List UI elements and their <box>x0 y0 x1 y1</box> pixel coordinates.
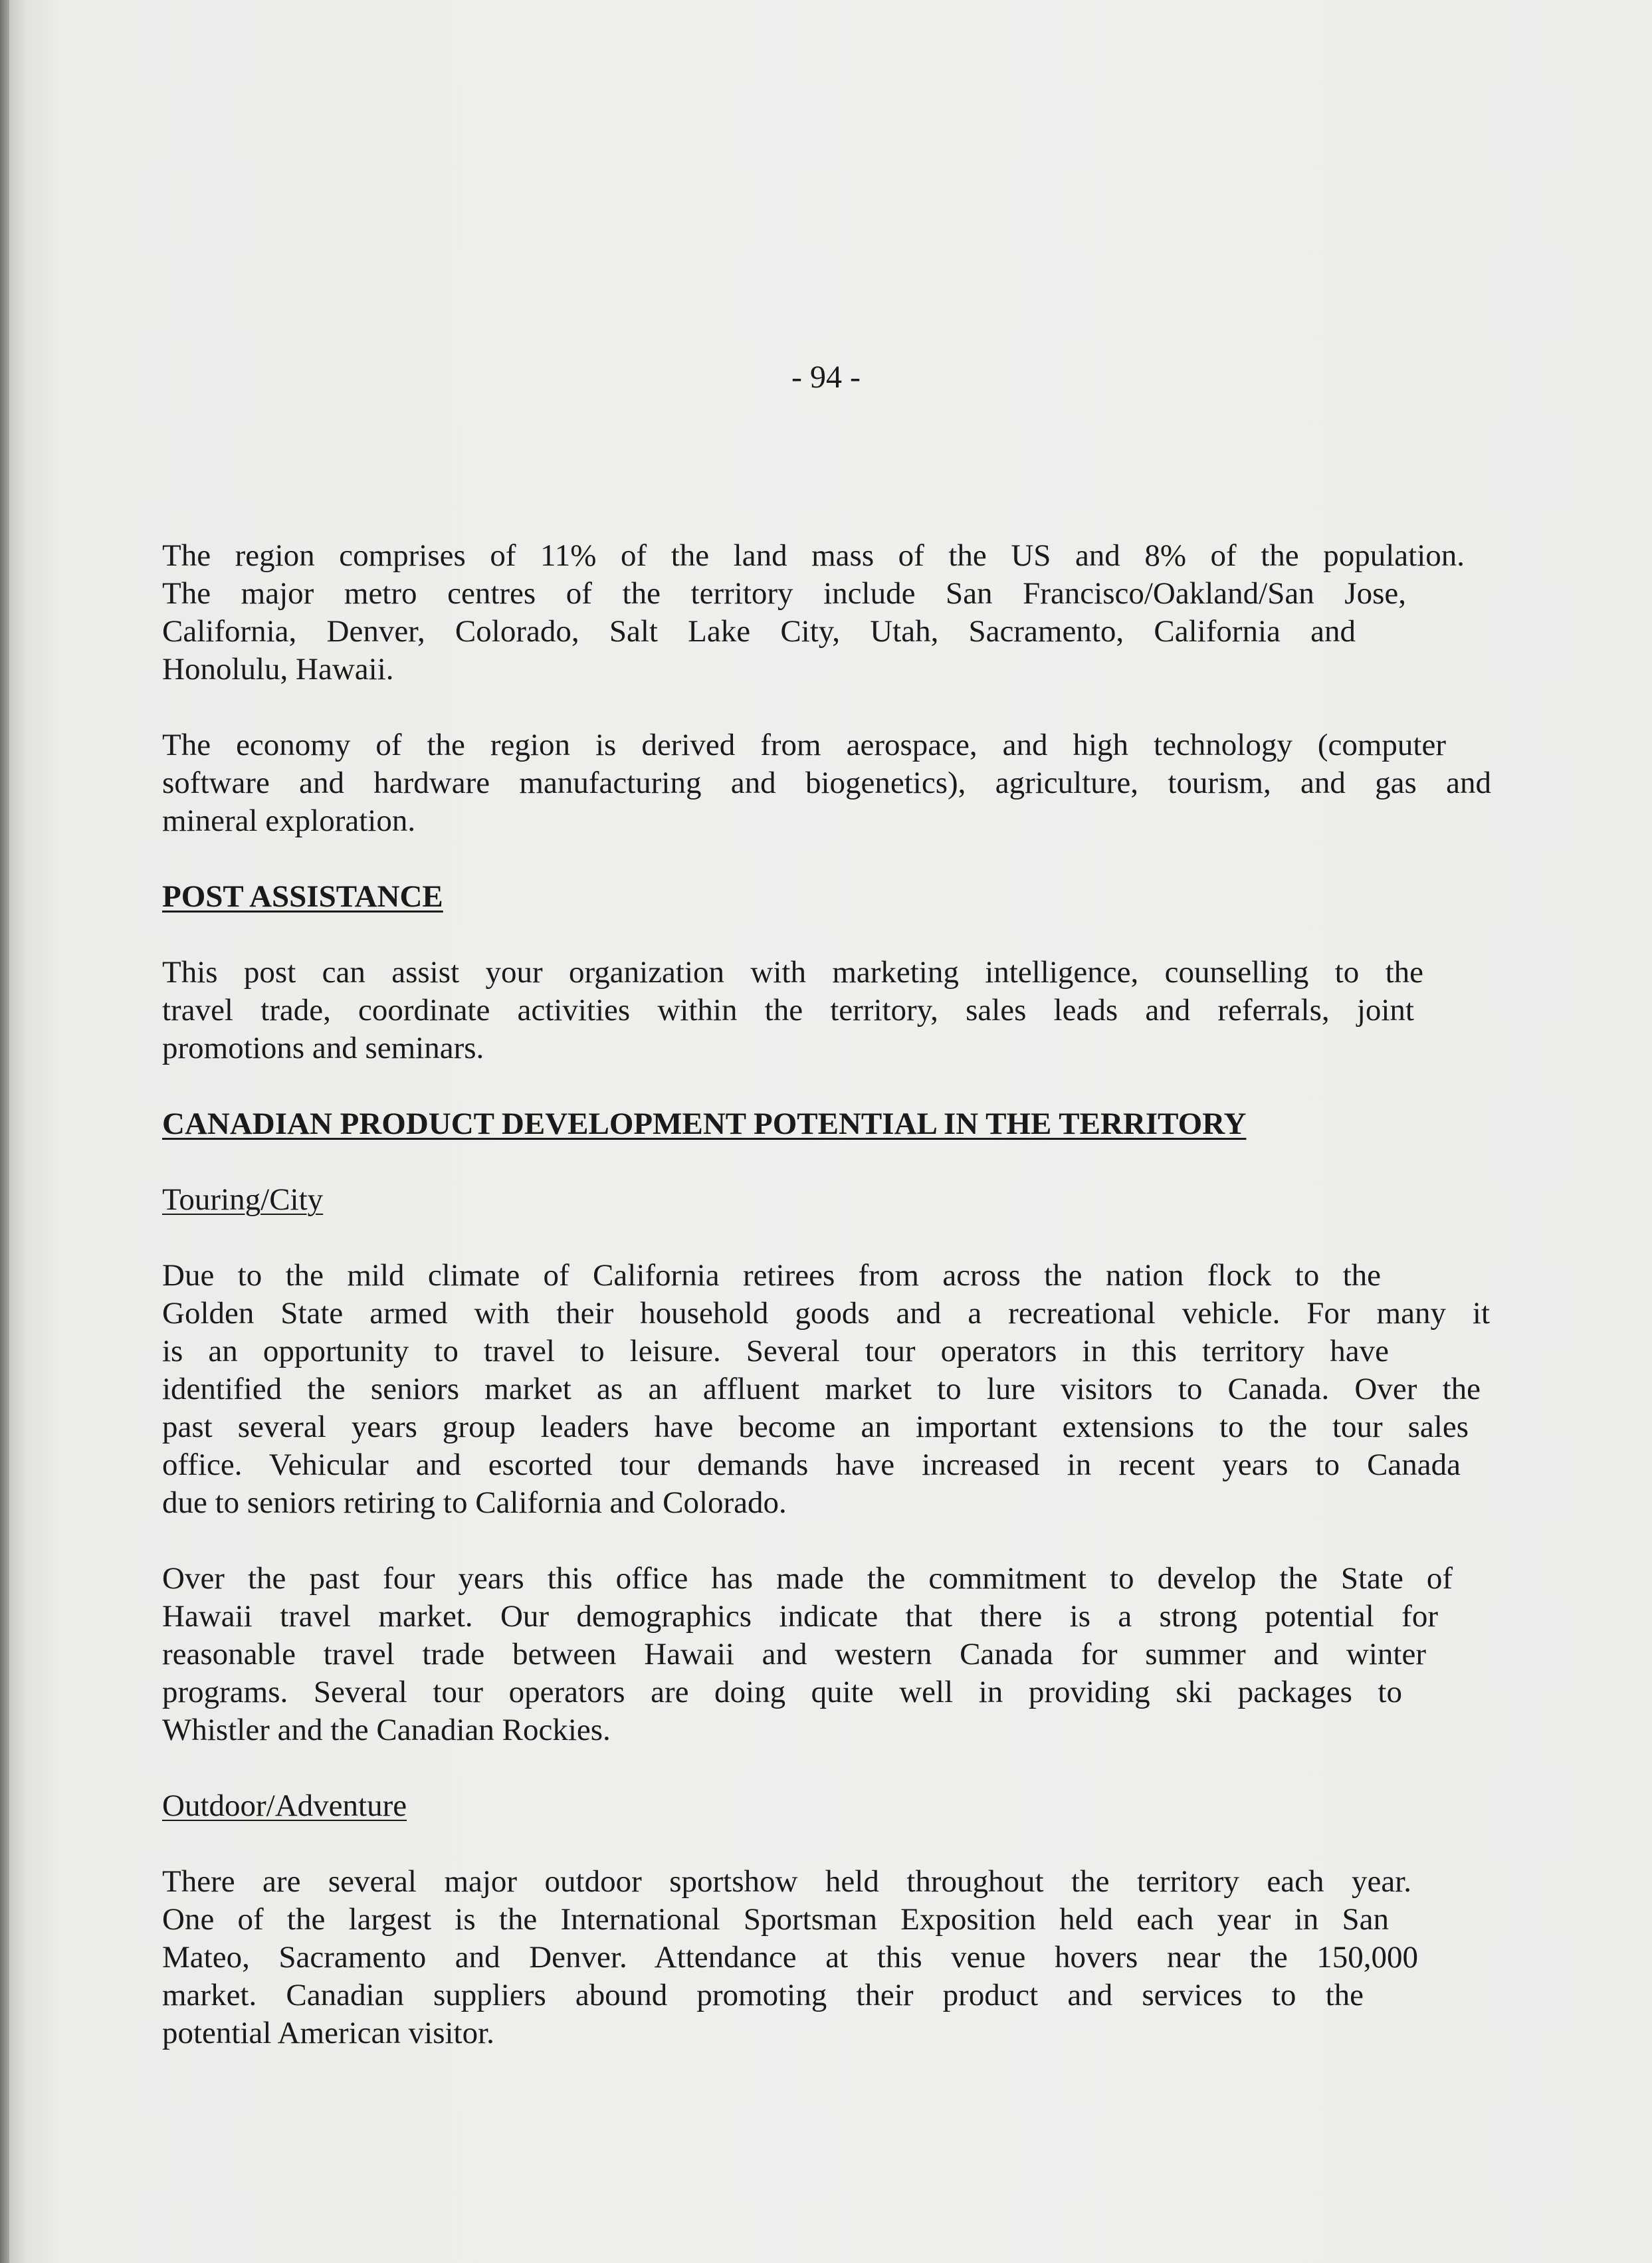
post-assistance-paragraph <box>162 954 1491 1067</box>
development-heading: CANADIAN PRODUCT DEVELOPMENT POTENTIAL IN THE TERRITORY <box>162 1107 1247 1141</box>
touring-line: Hawaii travel market. Our demographics indicate that there is a strong potential for <box>162 1599 1438 1634</box>
intro-line: California, Denver, Colorado, Salt Lake City, Utah, Sacramento, California and <box>162 614 1356 649</box>
touring-city-subheading: Touring/City <box>162 1182 324 1217</box>
post-assistance-heading: POST ASSISTANCE <box>162 879 443 914</box>
touring-line: past several years group leaders have become an important extensions to the tour sales <box>162 1410 1469 1444</box>
document-body <box>162 537 1491 2052</box>
outdoor-adventure-subheading: Outdoor/Adventure <box>162 1788 407 1823</box>
touring-line: due to seniors retiring to California and Colorado. <box>162 1485 787 1520</box>
touring-line: reasonable travel trade between Hawaii and western Canada for summer and winter <box>162 1637 1426 1671</box>
post-assistance-line: This post can assist your organization with marketing intelligence, counselling to the <box>162 955 1423 990</box>
intro-line: The region comprises of 11% of the land mass of the US and 8% of the population. <box>162 538 1465 573</box>
outdoor-line: market. Canadian suppliers abound promoting their product and services to the <box>162 1978 1364 2012</box>
economy-paragraph <box>162 726 1491 840</box>
intro-paragraph <box>162 537 1491 689</box>
touring-paragraph-1 <box>162 1257 1491 1522</box>
binding-shadow <box>0 0 9 2263</box>
outdoor-line: potential American visitor. <box>162 2016 494 2050</box>
touring-line: identified the seniors market as an affluent market to lure visitors to Canada. Over the <box>162 1372 1481 1406</box>
page-number: - 94 - <box>791 360 861 395</box>
touring-paragraph-2 <box>162 1560 1491 1749</box>
outdoor-line: Mateo, Sacramento and Denver. Attendance at this venue hovers near the 150,000 <box>162 1940 1418 1975</box>
touring-line: Over the past four years this office has made the commitment to develop the State of <box>162 1561 1453 1596</box>
post-assistance-line: promotions and seminars. <box>162 1031 484 1065</box>
touring-line: Due to the mild climate of California retirees from across the nation flock to the <box>162 1258 1381 1293</box>
outdoor-line: One of the largest is the International Sportsman Exposition held each year in San <box>162 1902 1389 1937</box>
touring-line: Whistler and the Canadian Rockies. <box>162 1713 611 1747</box>
touring-line: programs. Several tour operators are doing quite well in providing ski packages to <box>162 1675 1402 1709</box>
intro-line: The major metro centres of the territory include San Francisco/Oakland/San Jose, <box>162 576 1406 611</box>
intro-line: Honolulu, Hawaii. <box>162 652 394 687</box>
economy-line: The economy of the region is derived from aerospace, and high technology (computer <box>162 728 1446 762</box>
outdoor-paragraph <box>162 1863 1491 2052</box>
outdoor-line: There are several major outdoor sportshow held throughout the territory each year. <box>162 1864 1411 1899</box>
economy-line: mineral exploration. <box>162 804 416 838</box>
touring-line: is an opportunity to travel to leisure. Several tour operators in this territory have <box>162 1334 1389 1368</box>
post-assistance-line: travel trade, coordinate activities within the territory, sales leads and referrals, joint <box>162 993 1414 1027</box>
touring-line: Golden State armed with their household goods and a recreational vehicle. For many it <box>162 1296 1490 1331</box>
economy-line: software and hardware manufacturing and biogenetics), agriculture, tourism, and gas and <box>162 766 1491 800</box>
touring-line: office. Vehicular and escorted tour demands have increased in recent years to Canada <box>162 1448 1461 1482</box>
